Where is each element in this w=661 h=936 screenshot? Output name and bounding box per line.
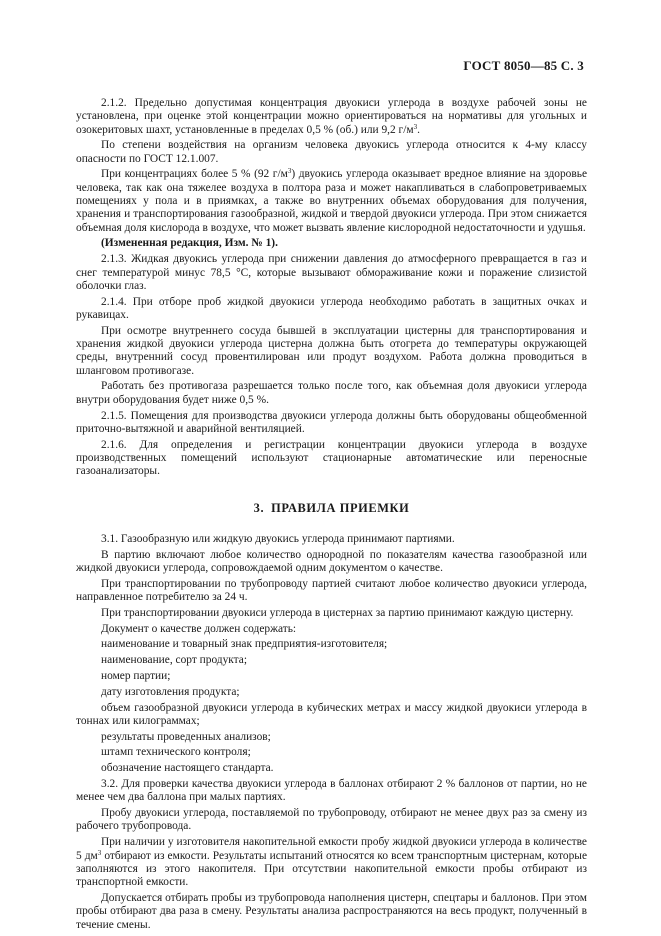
list-item: наименование, сорт продукта; — [101, 654, 248, 667]
para-pipeline-batch: При транспортировании по трубопроводу партией считают любое количество двуокиси углерода, направленное потребителю за 24 ч. — [76, 577, 587, 603]
para-3-2: 3.2. Для проверки качества двуокиси углерода в баллонах отбирают 2 % баллонов от партии, но не менее чем два баллона при малых партиях. — [76, 778, 587, 804]
para-concentration: При концентрациях более 5 % (92 $г/м^3$) двуокись углерода оказывает вредное влияние на здоровье человека, так как она тяжелее воздуха в полтора раза и может накапливаться в слабопроветриваемых помещениях у пола и в приямках, а также во внутренних объемах оборудования для получения, хранения и транспортирования газообразной, жидкой и твердой двуокиси углерода. При этом снижается объемная доля кислорода в воздухе, что может вызвать явление кислородной недостаточности и удушья. — [76, 167, 588, 234]
para-tank-inspection: При осмотре внутреннего сосуда бывшей в эксплуатации цистерны для транспортирования и хранения жидкой двуокиси углерода цистерна должна быть отогрета до температуры окружающей среды, внутренний сосуд провентилирован или продут воздухом. Работа должна проводиться в шланговом противогазе. — [76, 324, 587, 377]
list-item: штамп технического контроля; — [101, 746, 251, 759]
para-tank-batch: При транспортировании двуокиси углерода в цистернах за партию принимают каждую цистерну. — [101, 606, 574, 619]
page-body — [76, 97, 587, 932]
para-2-1-4: 2.1.4. При отборе проб жидкой двуокиси углерода необходимо работать в защитных очках и рукавицах. — [76, 295, 587, 321]
running-head: ГОСТ 8050—85 С. 3 — [463, 58, 584, 73]
para-pipeline-sampling: Пробу двуокиси углерода, поставляемой по трубопроводу, отбирают не менее двух раз за смену из рабочего трубопровода. — [76, 807, 587, 833]
amendment-note: (Измененная редакция, Изм. № 1). — [101, 237, 278, 250]
para-batch-definition: В партию включают любое количество однородной по показателям качества газообразной или жидкой двуокиси углерода, сопровождаемой одним документом о качестве. — [76, 548, 587, 574]
para-doc-intro: Документ о качестве должен содержать: — [101, 622, 297, 635]
para-2-1-2: 2.1.2. Предельно допустимая концентрация двуокиси углерода в воздухе рабочей зоны не установлена, при оценке этой концентрации можно ориентироваться на нормативы для угольных и озокеритовых шахт, установленные в пределах 0,5 % (об.) или 9,2 $г/м^3$. — [76, 97, 587, 136]
para-2-1-5: 2.1.5. Помещения для производства двуокиси углерода должны быть оборудованы общеобменной приточно-вытяжной и аварийной вентиляцией. — [76, 409, 587, 435]
list-item: номер партии; — [101, 669, 171, 682]
list-item: результаты проведенных анализов; — [101, 730, 271, 743]
list-item: обозначение настоящего стандарта. — [101, 762, 274, 775]
para-storage-sampling: При наличии у изготовителя накопительной емкости пробу жидкой двуокиси углерода в количестве 5 $дм^3$ отбирают из емкости. Результаты испытаний относятся ко всем транспортным цистернам, которые заполняются из этого накопителя. При отсутствии накопительной емкости пробы отбирают из транспортной емкости. — [76, 836, 587, 889]
para-sampling-allowed: Допускается отбирать пробы из трубопровода наполнения цистерн, спецтары и баллонов. При этом пробы отбирают два раза в смену. Результаты анализа распространяются на весь продукт, полученный в течение смены. — [76, 891, 587, 931]
para-3-1: 3.1. Газообразную или жидкую двуокись углерода принимают партиями. — [101, 532, 455, 545]
list-item: дату изготовления продукта; — [101, 685, 240, 698]
para-hazard-class: По степени воздействия на организм человека двуокись углерода относится к 4-му классу опасности по ГОСТ 12.1.007. — [76, 139, 587, 165]
list-item: наименование и товарный знак предприятия-изготовителя; — [101, 638, 388, 651]
para-2-1-6: 2.1.6. Для определения и регистрации концентрации двуокиси углерода в воздухе производственных помещений используют стационарные автоматические или переносные газоанализаторы. — [76, 438, 587, 478]
para-2-1-3: 2.1.3. Жидкая двуокись углерода при снижении давления до атмосферного превращается в газ и снег температурой минус 78,5 °С, которые вызывают обмораживание кожи и поражение слизистой оболочки глаз. — [76, 253, 587, 292]
list-item: объем газообразной двуокиси углерода в кубических метрах и массу жидкой двуокиси углерода в тоннах или килограммах; — [76, 701, 587, 727]
section-heading: 3. ПРАВИЛА ПРИЕМКИ — [253, 500, 410, 515]
para-gas-mask: Работать без противогаза разрешается только после того, как объемная доля двуокиси углерода внутри оборудования будет ниже 0,5 %. — [76, 380, 587, 406]
